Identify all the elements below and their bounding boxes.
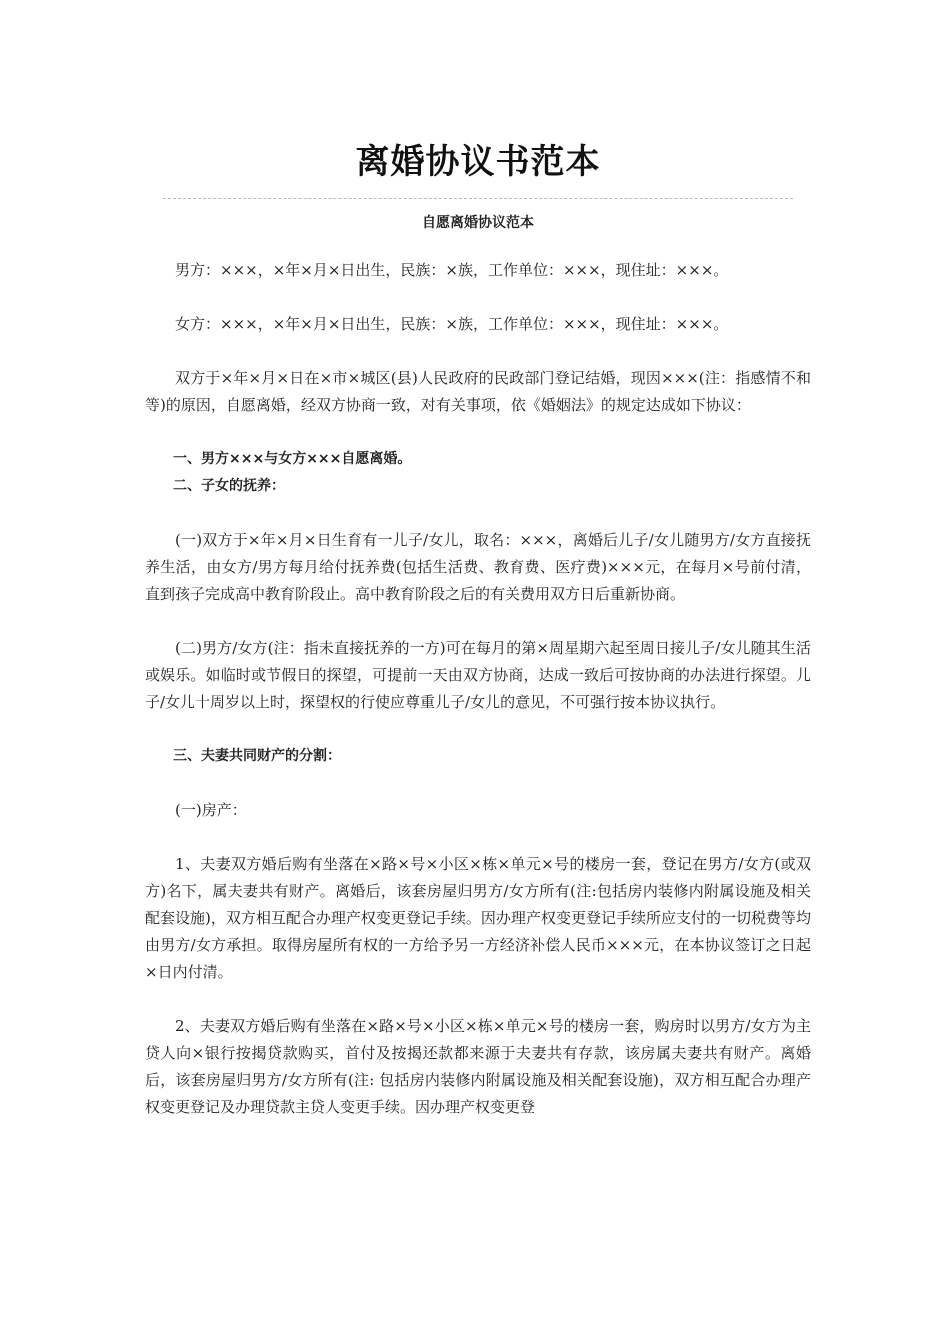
paragraph-child-visitation: (二)男方/女方(注：指未直接抚养的一方)可在每月的第×周星期六起至周日接儿子/女儿随其生活或娱乐。如临时或节假日的探望，可提前一天由双方协商，达成一致后可按协商的办法进行探望。儿子/女儿十周岁以上时，探望权的行使应尊重儿子/女儿的意见，不可强行按本协议执行。 — [145, 639, 811, 711]
paragraph-intro: 双方于×年×月×日在×市×城区(县)人民政府的民政部门登记结婚，现因×××(注：指感情不和等)的原因，自愿离婚，经双方协商一致，对有关事项，依《婚姻法》的规定达成如下协议： — [145, 369, 811, 414]
title-divider — [163, 198, 793, 199]
paragraph-male: 男方：×××，×年×月×日出生，民族：×族，工作单位：×××，现住址：×××。 — [175, 261, 729, 279]
paragraph-child-custody: (一)双方于×年×月×日生育有一儿子/女儿，取名：×××，离婚后儿子/女儿随男方/女方直接抚养生活，由女方/男方每月给付抚养费(包括生活费、教育费、医疗费)×××元，在每月×号前付清，直到孩子完成高中教育阶段止。高中教育阶段之后的有关费用双方日后重新协商。 — [145, 531, 811, 603]
section-heading-1: 一、男方×××与女方×××自愿离婚。 — [173, 451, 412, 467]
document-page — [145, 130, 811, 1121]
section-heading-3: 三、夫妻共同财产的分割： — [173, 748, 341, 764]
section-heading-2: 二、子女的抚养： — [173, 478, 285, 494]
paragraph-property-heading: (一)房产： — [175, 801, 247, 819]
paragraph-female: 女方：×××，×年×月×日出生，民族：×族，工作单位：×××，现住址：×××。 — [175, 315, 729, 333]
document-subtitle: 自愿离婚协议范本 — [422, 215, 534, 231]
document-title: 离婚协议书范本 — [355, 142, 601, 182]
paragraph-house-2: 2、夫妻双方婚后购有坐落在×路×号×小区×栋×单元×号的楼房一套，购房时以男方/女方为主贷人向×银行按揭贷款购买，首付及按揭还款都来源于夫妻共有存款，该房属夫妻共有财产。离婚后，该套房屋归男方/女方所有(注: 包括房内装修内附属设施及相关配套设施)，双方相互配合办理产权变更登记及办理贷款主贷人变更手续。因办理产权变更登 — [145, 1017, 811, 1116]
paragraph-house-1: 1、夫妻双方婚后购有坐落在×路×号×小区×栋×单元×号的楼房一套，登记在男方/女方(或双方)名下，属夫妻共有财产。离婚后，该套房屋归男方/女方所有(注:包括房内装修内附属设施及相关配套设施)，双方相互配合办理产权变更登记手续。因办理产权变更登记手续所应支付的一切税费等均由男方/女方承担。取得房屋所有权的一方给予另一方经济补偿人民币×××元，在本协议签订之日起×日内付清。 — [145, 855, 811, 981]
